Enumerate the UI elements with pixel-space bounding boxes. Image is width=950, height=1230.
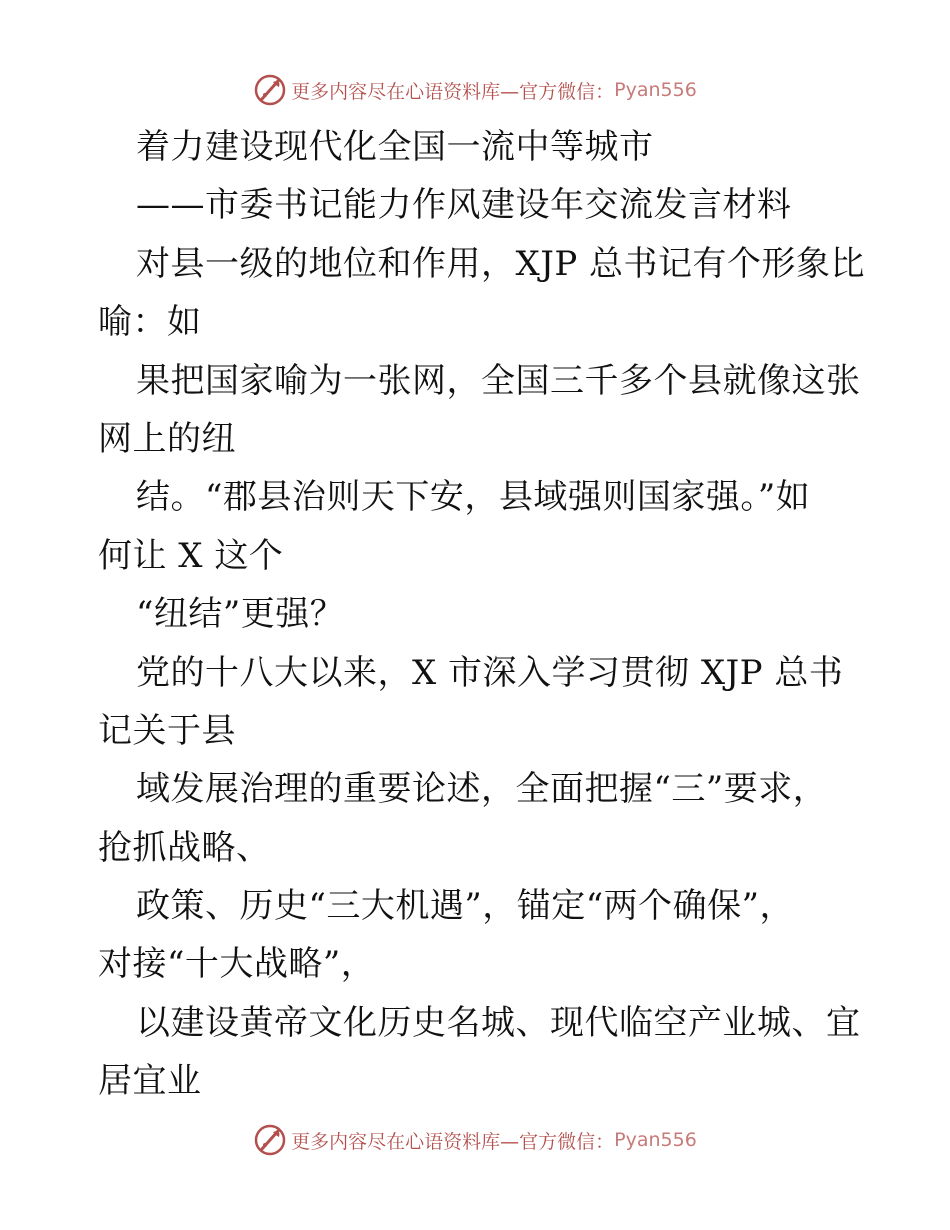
text-line: 域发展治理的重要论述，全面把握“三”要求，	[136, 769, 828, 810]
document-body	[98, 118, 866, 1111]
text-line: 网上的纽	[98, 418, 236, 459]
watermark-text: 更多内容尽在心语资料库—官方微信：	[291, 80, 615, 103]
watermark-wechat-id: Pyan556	[614, 79, 697, 101]
footer-watermark	[0, 1120, 950, 1160]
text-line: 喻：如	[98, 302, 202, 343]
watermark-wechat-id: Pyan556	[614, 1129, 697, 1151]
text-line: “纽结”更强？	[136, 594, 345, 635]
watermark-text: 更多内容尽在心语资料库—官方微信：	[291, 1130, 615, 1153]
text-line: 果把国家喻为一张网，全国三千多个县就像这张	[136, 360, 861, 401]
text-line: 记关于县	[98, 710, 236, 751]
text-line: 何让 X 这个	[98, 535, 284, 576]
text-line: ——市委书记能力作风建设年交流发言材料	[136, 185, 792, 226]
text-line: 对县一级的地位和作用，XJP 总书记有个形象比	[136, 243, 866, 284]
text-line: 以建设黄帝文化历史名城、现代临空产业城、宜	[136, 1002, 861, 1043]
text-line: 党的十八大以来，X 市深入学习贯彻 XJP 总书	[136, 652, 844, 693]
text-line: 结。“郡县治则天下安，县域强则国家强。”如	[136, 477, 811, 518]
text-line: 抢抓战略、	[98, 827, 271, 868]
quill-logo-icon	[253, 73, 287, 107]
text-line: 居宜业	[98, 1061, 202, 1102]
quill-logo-icon	[253, 1123, 287, 1157]
text-line: 着力建设现代化全国一流中等城市	[136, 127, 654, 167]
text-line: 政策、历史“三大机遇”，锚定“两个确保”，	[136, 886, 795, 927]
header-watermark	[0, 70, 950, 110]
text-line: 对接“十大战略”，	[98, 944, 376, 985]
